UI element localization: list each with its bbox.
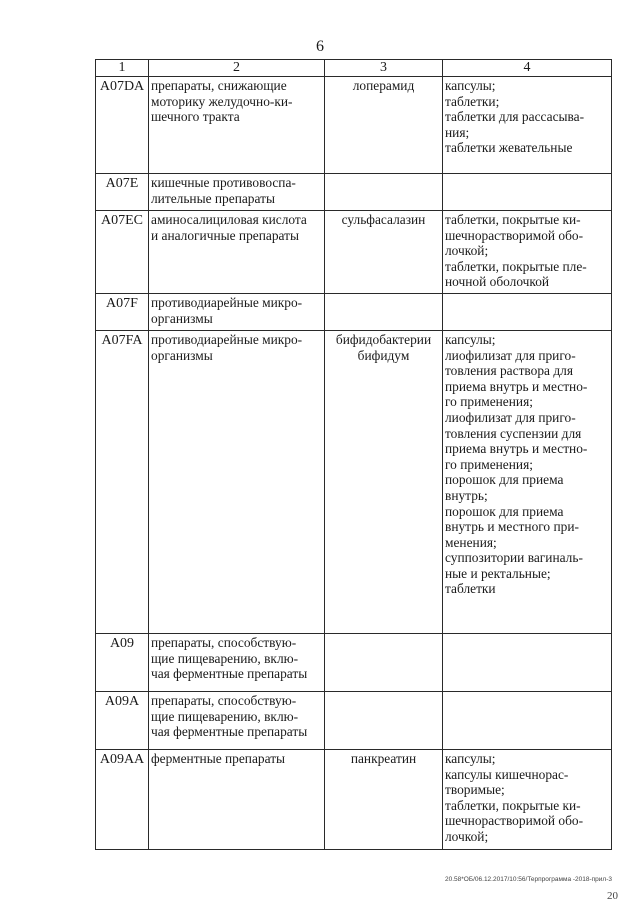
group-line: шечного тракта — [151, 109, 240, 125]
form-line: лочкой; — [445, 243, 489, 259]
form-line: лиофилизат для приго- — [445, 409, 576, 425]
form-line: капсулы; — [445, 331, 496, 347]
form-line: таблетки, покрытые пле- — [445, 258, 587, 274]
form-line: лиофилизат для приго- — [445, 347, 576, 363]
group-line: кишечные противовоспа- — [151, 175, 296, 190]
table-row — [96, 749, 612, 849]
inn-cell — [325, 749, 443, 849]
table-row — [96, 330, 612, 633]
form-line: капсулы; — [445, 750, 496, 766]
form-line: творимые; — [445, 782, 505, 798]
table-row — [96, 691, 612, 749]
inn-cell — [325, 77, 443, 174]
form-line: таблетки — [445, 581, 496, 597]
group-line: щие пищеварению, вклю- — [151, 708, 299, 724]
atc-code-cell: A07EC — [96, 211, 149, 294]
group-line: ферментные препараты — [151, 750, 286, 766]
group-line: чая ферментные препараты — [151, 724, 308, 740]
form-line: ния; — [445, 124, 470, 140]
group-cell — [149, 691, 325, 749]
form-line: внутрь и местного при- — [445, 519, 579, 535]
table-header-row — [96, 60, 612, 77]
inn-cell — [325, 211, 443, 294]
form-line: лочкой; — [445, 828, 489, 844]
medication-table — [95, 59, 612, 850]
atc-code-cell: A09 — [96, 633, 149, 691]
forms-cell — [443, 293, 612, 330]
form-line: го применения; — [445, 456, 533, 472]
form-line: приема внутрь и местно- — [445, 378, 588, 394]
forms-cell — [443, 633, 612, 691]
inn-line: лоперамид — [352, 78, 415, 93]
form-line: таблетки, покрытые ки- — [445, 797, 581, 813]
atc-code-cell: A07F — [96, 293, 149, 330]
form-line: таблетки; — [445, 93, 500, 109]
forms-cell — [443, 691, 612, 749]
inn-cell — [325, 691, 443, 749]
form-line: приема внутрь и местно- — [445, 441, 588, 457]
form-line: суппозитории вагиналь- — [445, 550, 583, 566]
atc-code-cell: A07E — [96, 174, 149, 211]
group-line: организмы — [151, 347, 213, 363]
forms-cell — [443, 749, 612, 849]
inn-line: панкреатин — [350, 750, 417, 766]
group-line: моторику желудочно-ки- — [151, 93, 293, 109]
group-line: препараты, способствую- — [151, 692, 297, 708]
form-line: капсулы; — [445, 78, 496, 93]
group-cell — [149, 211, 325, 294]
form-line: товления раствора для — [445, 363, 573, 379]
header-col-1: 1 — [96, 60, 149, 77]
corner-page-number: 20 — [607, 890, 618, 902]
atc-code-cell: A09AA — [96, 749, 149, 849]
atc-code-cell: A07DA — [96, 77, 149, 174]
inn-line: бифидум — [357, 347, 410, 363]
group-line: щие пищеварению, вклю- — [151, 650, 299, 666]
form-line: таблетки, покрытые ки- — [445, 212, 581, 227]
form-line: товления суспензии для — [445, 425, 582, 441]
table-row — [96, 633, 612, 691]
inn-line: бифидобактерии — [335, 331, 432, 347]
group-cell — [149, 330, 325, 633]
group-cell — [149, 174, 325, 211]
table-row — [96, 174, 612, 211]
table-row — [96, 293, 612, 330]
header-col-4: 4 — [443, 60, 612, 77]
group-line: чая ферментные препараты — [151, 666, 308, 682]
form-line: го применения; — [445, 394, 533, 410]
form-line: порошок для приема — [445, 503, 564, 519]
table-body — [96, 77, 612, 850]
group-cell — [149, 749, 325, 849]
group-line: препараты, способствую- — [151, 634, 297, 650]
form-line: ночной оболочкой — [445, 274, 550, 290]
group-line: и аналогичные препараты — [151, 227, 299, 243]
page-number: 6 — [316, 38, 324, 55]
group-line: противодиарейные микро- — [151, 331, 303, 347]
table-row — [96, 77, 612, 174]
table-row — [96, 211, 612, 294]
group-cell — [149, 77, 325, 174]
form-line: внутрь; — [445, 487, 488, 503]
group-line: лительные препараты — [151, 190, 275, 206]
header-col-2: 2 — [149, 60, 325, 77]
group-line: противодиарейные микро- — [151, 294, 303, 310]
atc-code-cell: A07FA — [96, 330, 149, 633]
form-line: таблетки для рассасыва- — [445, 109, 585, 125]
form-line: менения; — [445, 534, 497, 550]
group-cell — [149, 293, 325, 330]
group-line: аминосалициловая кислота — [151, 212, 307, 227]
group-line: препараты, снижающие — [151, 78, 287, 93]
inn-cell — [325, 330, 443, 633]
footer-stamp: 20.58*ОБ/06.12.2017/10:56/Терпрограмма -2018-прил-3 — [444, 876, 612, 883]
inn-cell — [325, 174, 443, 211]
form-line: шечнорастворимой обо- — [445, 227, 584, 243]
header-col-3: 3 — [325, 60, 443, 77]
form-line: ные и ректальные; — [445, 565, 551, 581]
atc-code-cell: A09A — [96, 691, 149, 749]
group-line: организмы — [151, 310, 213, 326]
forms-cell — [443, 330, 612, 633]
form-line: шечнорастворимой обо- — [445, 813, 584, 829]
form-line: порошок для приема — [445, 472, 564, 488]
form-line: таблетки жевательные — [445, 140, 573, 156]
inn-line: сульфасалазин — [341, 212, 426, 227]
forms-cell — [443, 77, 612, 174]
inn-cell — [325, 293, 443, 330]
inn-cell — [325, 633, 443, 691]
forms-cell — [443, 211, 612, 294]
form-line: капсулы кишечнорас- — [445, 766, 569, 782]
group-cell — [149, 633, 325, 691]
forms-cell — [443, 174, 612, 211]
